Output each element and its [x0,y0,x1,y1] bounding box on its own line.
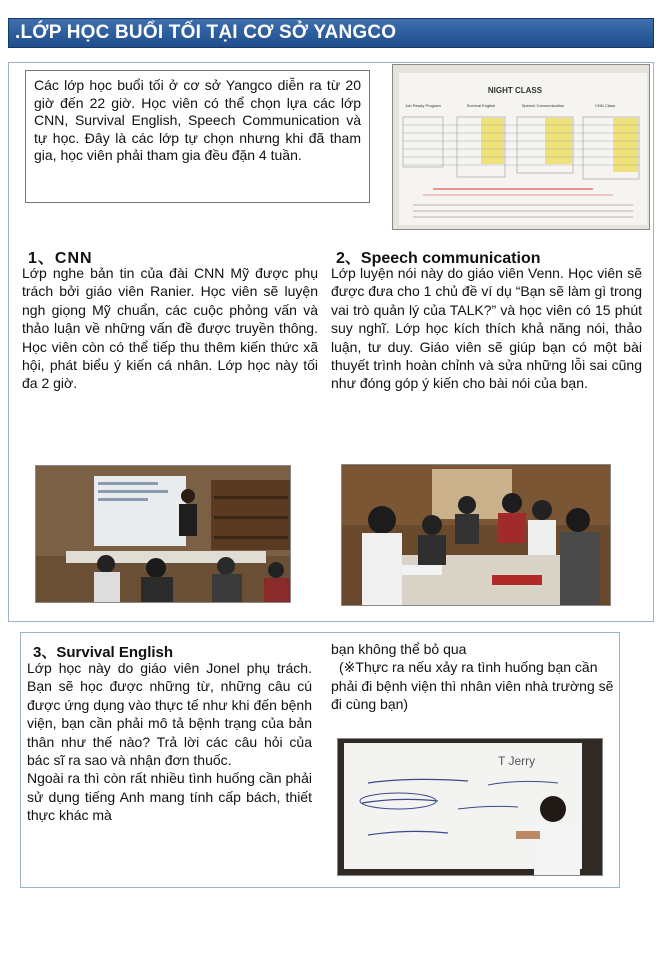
page-title: .LỚP HỌC BUỔI TỐI TẠI CƠ SỞ YANGCO [15,22,397,43]
night-class-schedule-photo [392,64,650,230]
schedule-col-1: Job Ready Program [405,103,441,108]
survival-whiteboard-photo [337,738,603,876]
speech-section-body: Lớp luyện nói này do giáo viên Venn. Học viên sẽ được đưa cho 1 chủ đề ví dụ “Bạn sẽ làm gì trong vai trò quản lý của TALK?” và học viên có 15 phút suy nghĩ. Lớp học kích thích khả năng nói, thảo luận, tư duy. Giáo viên sẽ giúp bạn có một bài thuyết trình hoàn chỉnh và sửa những lỗi sai cũng như đóng góp ý kiến cho bài nói của bạn. [331,265,642,392]
schedule-col-2: Survival English [466,103,496,108]
schedule-col-3: Speech Communication [521,103,565,108]
intro-text: Các lớp học buổi tối ở cơ sở Yangco diễn ra từ 20 giờ đến 22 giờ. Học viên có thể chọn lựa các lớp CNN, Survival English, Speech Communication và tự học. Đây là các lớp tự chọn nhưng khi đã tham gia, học viên phải tham gia đều đặn 4 tuần. [34,77,361,164]
survival-body-paragraph-1: Lớp học này do giáo viên Jonel phụ trách. Bạn sẽ học được những từ, những câu cú được ứng dụng vào thực tế như khi đến bệnh viện, bạn cần phải mô tả bệnh trạng của bản thân như thế nào? Trả lời các câu hỏi của bác sĩ ra sao và nhận đơn thuốc. [27,660,312,769]
schedule-col-4: CNN Class [595,103,615,108]
survival-note: (※Thực ra nếu xảy ra tình huống bạn cần phải đi bệnh viện thì nhân viên nhà trường sẽ đi cùng bạn) [331,659,614,713]
survival-body-paragraph-2: Ngoài ra thì còn rất nhiều tình huống cần phải sử dụng tiếng Anh mang tính cấp bách, thiết thực khác mà [27,770,312,824]
speech-section-title: 2、Speech communication [336,250,541,267]
survival-body-paragraph-3: bạn không thể bỏ qua [331,641,467,657]
cnn-section-body: Lớp nghe bản tin của đài CNN Mỹ được phụ trách bởi giáo viên Ranier. Học viên sẽ luyện ngh giọng Mỹ chuẩn, các cuộc phỏng vấn và thảo luận về những vấn đề được truyền thông. Học viên còn có thể tiếp thu thêm kiến thức xã hội, phát biểu ý kiến cá nhân. Lớp học này tối đa 2 giờ. [22,265,318,392]
cnn-classroom-photo [35,465,291,603]
survival-section-continued [331,640,616,714]
whiteboard-heading: T Jerry [498,754,536,768]
schedule-title: NIGHT CLASS [487,86,543,95]
page-header [8,18,654,48]
survival-section-title: 3、Survival English [33,644,174,661]
cnn-section-title: 1、CNN [28,250,93,267]
intro-box [25,70,370,203]
speech-group-photo [341,464,611,606]
survival-section-body [27,659,312,825]
